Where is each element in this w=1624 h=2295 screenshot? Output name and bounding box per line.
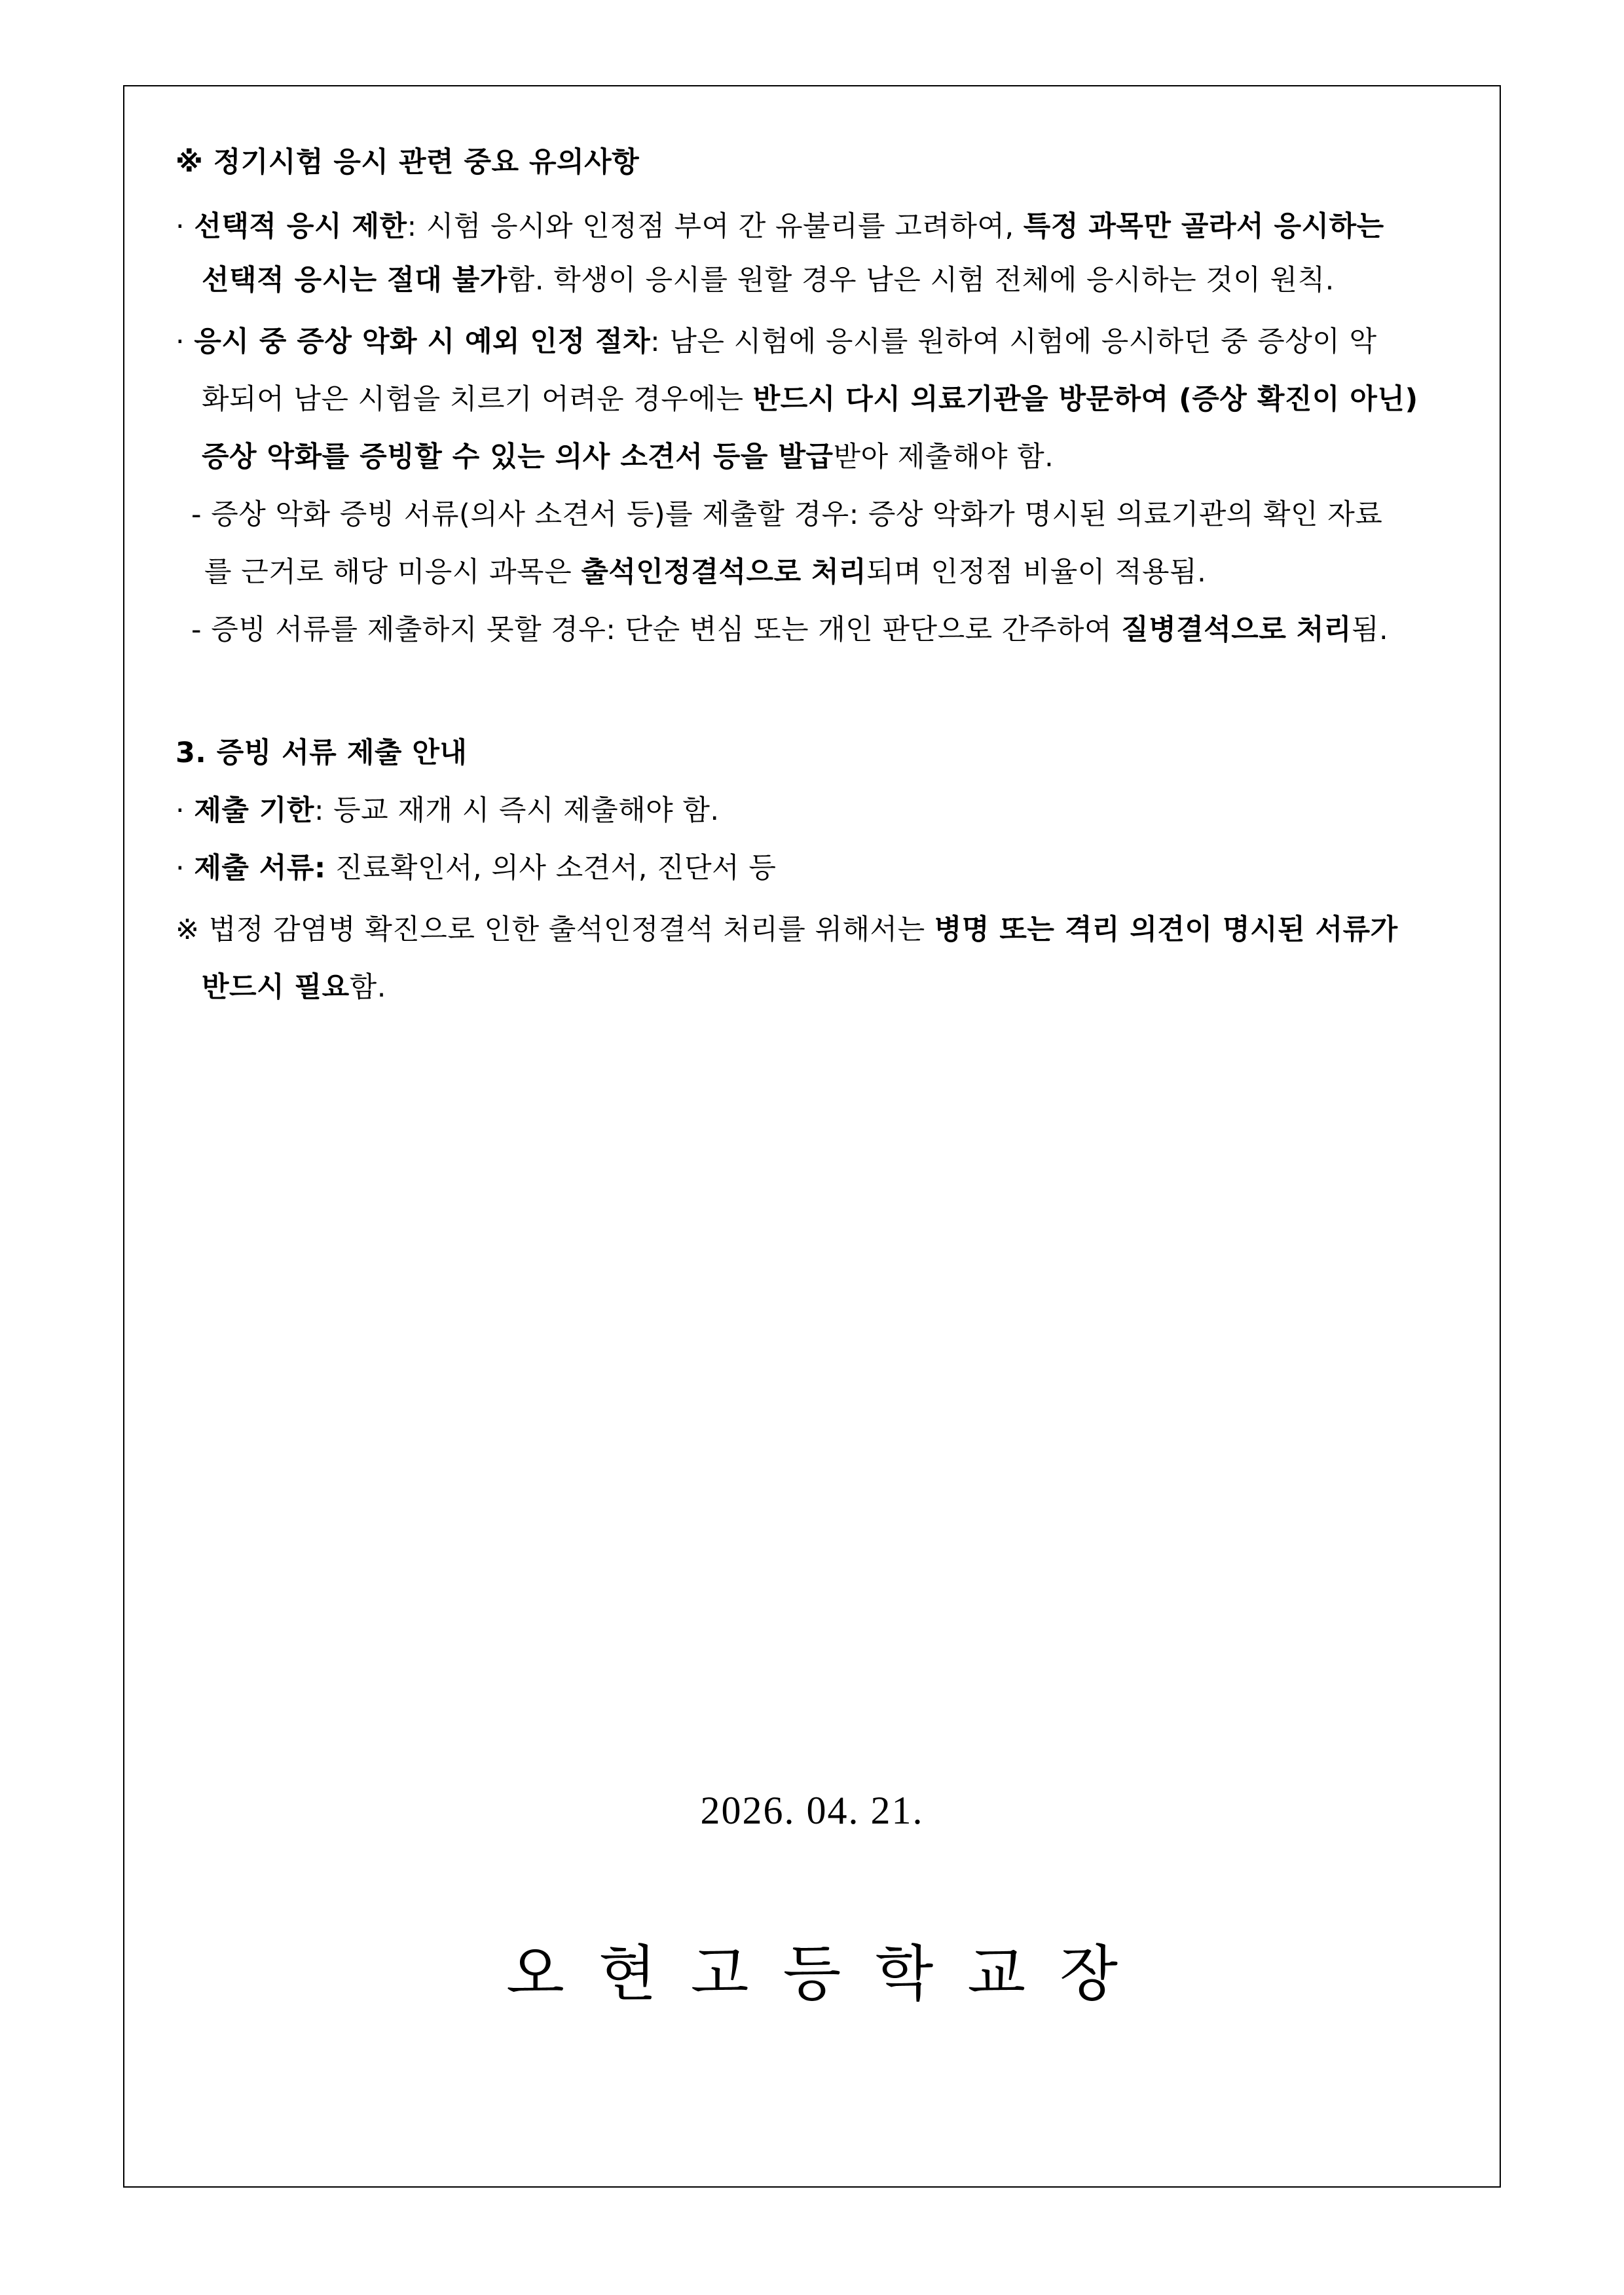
principal-title: 오현고등학교장 bbox=[506, 1939, 1153, 2009]
bullet: · bbox=[175, 210, 185, 243]
sub1-text-2a: 를 근거로 해당 미응시 과목은 bbox=[204, 556, 581, 589]
documents-label: 제출 서류: bbox=[194, 852, 326, 885]
section3-heading-text: 3. 증빙 서류 제출 안내 bbox=[175, 737, 468, 769]
note-mark: ※ bbox=[175, 913, 200, 946]
documents-value: 진료확인서, 의사 소견서, 진단서 등 bbox=[325, 852, 777, 885]
item1-bold-text-2: 선택적 응시는 절대 불가 bbox=[202, 264, 507, 297]
dash: - bbox=[191, 614, 202, 646]
note-text: 법정 감염병 확진으로 인한 출석인정결석 처리를 위해서는 bbox=[208, 913, 934, 946]
section3-heading bbox=[175, 733, 467, 773]
dash: - bbox=[191, 498, 202, 531]
item2-line2 bbox=[202, 380, 1418, 419]
sub1-line1 bbox=[191, 495, 1382, 534]
deadline-label: 제출 기한 bbox=[194, 794, 314, 827]
notice-heading-text: ※ 정기시험 응시 관련 중요 유의사항 bbox=[175, 146, 640, 179]
bullet: · bbox=[175, 325, 185, 358]
item1-line1 bbox=[175, 207, 1497, 246]
item2-line1 bbox=[175, 322, 1377, 361]
sub2-tail: 됨. bbox=[1351, 614, 1389, 646]
deadline-line bbox=[175, 791, 720, 830]
sub2-bold-text: 질병결석으로 처리 bbox=[1121, 614, 1352, 646]
item2-title: 응시 중 증상 악화 시 예외 인정 절차 bbox=[194, 325, 651, 358]
sub2-line bbox=[191, 610, 1388, 650]
item2-bold-text-2: 반드시 다시 의료기관을 방문하여 (증상 확진이 아닌) bbox=[752, 383, 1418, 416]
item1-title: 선택적 응시 제한 bbox=[194, 210, 407, 243]
deadline-value: : 등교 재개 시 즉시 제출해야 함. bbox=[314, 794, 720, 827]
bullet: · bbox=[175, 852, 185, 885]
notice-heading bbox=[175, 143, 639, 182]
sub1-line2 bbox=[204, 553, 1206, 592]
documents-line bbox=[175, 849, 776, 888]
item1-line2 bbox=[202, 261, 1335, 300]
note-bold-text-2: 반드시 필요 bbox=[202, 971, 350, 1004]
item1-text: : 시험 응시와 인정점 부여 간 유불리를 고려하여, bbox=[407, 210, 1024, 243]
item1-bold-text: 특정 과목만 골라서 응시하는 bbox=[1023, 210, 1384, 243]
item2-text: : 남은 시험에 응시를 원하여 시험에 응시하던 중 증상이 악 bbox=[650, 325, 1377, 358]
item2-bold-text-3: 증상 악화를 증빙할 수 있는 의사 소견서 등을 발급 bbox=[202, 441, 834, 473]
item2-line3 bbox=[202, 437, 1054, 477]
sub1-text-2b: 되며 인정점 비율이 적용됨. bbox=[866, 556, 1207, 589]
sub1-text: 증상 악화 증빙 서류(의사 소견서 등)를 제출할 경우: 증상 악화가 명시된 의료기관의 확인 자료 bbox=[211, 498, 1383, 531]
item2-text-2: 화되어 남은 시험을 치르기 어려운 경우에는 bbox=[202, 383, 753, 416]
sub1-bold-text: 출석인정결석으로 처리 bbox=[581, 556, 867, 589]
item2-text-3: 받아 제출해야 함. bbox=[833, 441, 1054, 473]
item1-text-2: 함. 학생이 응시를 원할 경우 남은 시험 전체에 응시하는 것이 원칙. bbox=[507, 264, 1335, 297]
note-text-2: 함. bbox=[349, 971, 386, 1004]
note-bold-text: 병명 또는 격리 의견이 명시된 서류가 bbox=[934, 913, 1398, 946]
bullet: · bbox=[175, 794, 185, 827]
note-line2 bbox=[202, 968, 386, 1007]
sub2-text: 증빙 서류를 제출하지 못할 경우: 단순 변심 또는 개인 판단으로 간주하여 bbox=[211, 614, 1122, 646]
issue-date: 2026. 04. 21. bbox=[700, 1789, 924, 1832]
note-line1 bbox=[175, 910, 1398, 949]
